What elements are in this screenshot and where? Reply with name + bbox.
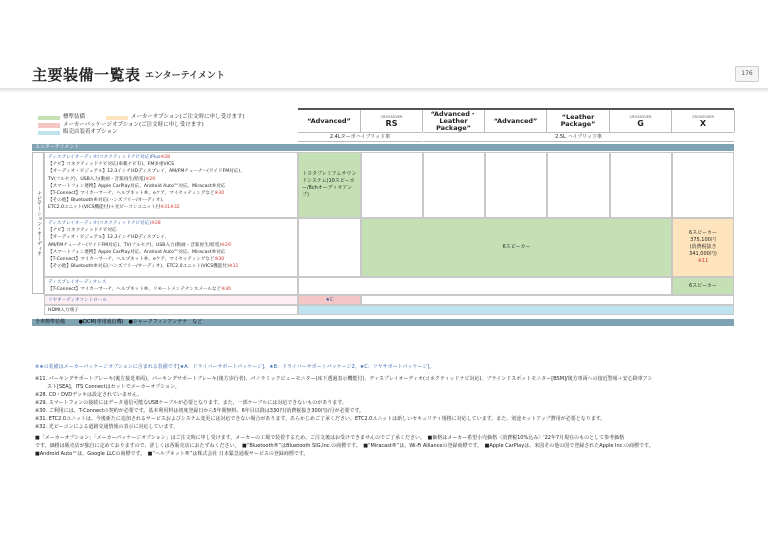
footnote: ※11. パーキングサポートブレーキ(後方接近車両)、パーキングサポートブレーキ(後方歩行者)、パノラミックビューモニター(床下透過表示機能付)、ディスプレイオーディオ(コネクティッドナビ対応)、ブラインドスポットモニター[BSM]/後方車両への接近警報＋安心降車アシ <box>35 376 653 382</box>
column-header <box>672 110 735 132</box>
note-ref: ※11 <box>697 258 709 264</box>
legend-row <box>38 122 245 130</box>
footnote: ※31. ETC2.0ユニットは、今後新たに追加されるサービスおよびシステム変更には対応できない場合があります。あらかじめご了承ください。ETC2.0ユニットは新しいセキュリティ規格に対応しています。また、別途セットアップ費用が必要となります。 <box>35 416 606 422</box>
standard-cell: 6スピーカー <box>672 277 734 295</box>
standard-equipment-row <box>32 319 734 326</box>
empty-cell <box>361 295 734 305</box>
column-header <box>547 110 610 132</box>
empty-cell <box>298 218 361 277</box>
empty-cell <box>672 152 734 218</box>
column-header <box>485 110 547 132</box>
package-swatch <box>38 123 60 128</box>
empty-cell <box>361 152 423 218</box>
note-ref: ※31※32 <box>160 205 180 211</box>
column-name: RS <box>385 118 398 128</box>
footnote: スト[SEA]、ITS Connectはセットでメーカーオプション。 <box>47 384 180 390</box>
feature-line: 【オーディオ・ビジュアル】12.3インチHDディスプレイ、 <box>48 235 170 241</box>
column-name: “Advanced・Leather Package” <box>430 109 477 132</box>
option-price-note: (消費税抜き <box>689 244 717 250</box>
disclaimer: ■Android Auto™は、Google LLCの商標です。 ■“ヘルプネット®”は株式会社 日本緊急通報サービスの登録商標です。 <box>35 451 309 457</box>
maker-swatch <box>106 116 128 121</box>
column-name: “Advanced” <box>307 116 351 125</box>
feature-line: ETC2.0ユニット(VICS機能付)＋光ビーコンユニット付 <box>48 205 161 211</box>
feature-description <box>44 295 298 305</box>
page-subtitle: エンターテイメント <box>145 71 225 81</box>
disclaimer: です。価格は販売店が独自に定めておりますので、詳しくは各販売店におたずねください。 ■“Bluetooth®”はBluetooth SIG,Inc.の商標です。 ■“Miracast®”は、Wi-Fi Allianceの登録商標です。 ■Apple CarPlayは、米国その他の国で登録されたApple Inc.の商標です。 <box>35 443 654 449</box>
feature-line: 【その他】Bluetooth®対応(ハンズフリー/オーディオ)、 <box>48 198 167 204</box>
dealer-option-cell <box>298 305 734 315</box>
feature-line: 【スマートフォン連携】Apple CarPlay対応、Android Auto™対応、Miracast®対応 <box>48 249 226 255</box>
column-pre: CROSSOVER <box>380 114 403 119</box>
note-ref: ※31 <box>228 264 239 270</box>
footnotes <box>35 363 735 458</box>
package-option-cell: ★C <box>298 295 361 305</box>
column-pre: CROSSOVER <box>692 114 714 119</box>
column-header <box>361 110 423 132</box>
standard-row-label: 全車標準装備 <box>35 319 66 325</box>
column-header <box>423 110 485 132</box>
feature-line: 【ナビ】コネクティッドナビ対応 <box>48 228 117 234</box>
standard-row-items: ●DCM(専用通信機) ●シャークフィンアンテナ など <box>78 319 203 325</box>
section-header: エンターテイメント <box>32 144 734 151</box>
empty-cell <box>423 152 485 218</box>
footnote: ※30. ご利用には、T-Connectの契約が必要です。基本利用料は初度登録日から5年間無料、6年目以降は330円(消費税抜き300円)/月が必要です。 <box>35 408 365 414</box>
option-label: 6スピーカー <box>689 230 717 236</box>
feature-line: AM/FMチューナー(ワイドFM対応)、TV(フルセグ)、USB入力(動画・音楽再生/給電) <box>48 242 222 248</box>
legend-maker: メーカーオプション(ご注文時に申し受けます) <box>131 114 245 120</box>
footnote: ※28. CD・DVDデッキは設定されていません。 <box>35 392 143 398</box>
note-ref: ※30 <box>214 191 225 197</box>
note-ref: ※30 <box>221 287 231 293</box>
feature-line: 【T-Connect】マイカーサーチ、ヘルプネット®、eケア、マイセッティングなど <box>48 257 215 263</box>
feature-line: 【T-Connect】マイカーサーチ、ヘルプネット®、eケア、マイセッティングなど <box>48 191 215 197</box>
note-ref: ※28 <box>160 155 171 160</box>
feature-description <box>44 152 298 218</box>
dealer-swatch <box>38 131 60 136</box>
standard-swatch <box>38 116 60 121</box>
empty-cell <box>298 277 672 295</box>
header-divider <box>0 88 768 93</box>
feature-description <box>44 277 298 295</box>
footnote: ※★の装備はメーカーパッケージオプションに含まれる装備です[★A：ドライバーサポートパッケージ]、★B：ドライバーサポートパッケージ2、★C：リヤサポートパッケージ]。 <box>35 364 435 370</box>
feature-line: 【T-Connect】マイカーサーチ、ヘルプネット®、リモートメンテナンスメールなど <box>48 287 222 293</box>
option-price: 375,100円 <box>690 237 716 243</box>
empty-cell <box>485 152 547 218</box>
engine-label-hybrid: 2.5L ハイブリッド車 <box>423 132 734 142</box>
standard-cell: トヨタプレミアムサウンドシステム(10スピーカー/8chオーディオアンプ) <box>298 152 361 218</box>
legend-package: メーカーパッケージオプション(ご注文時に申し受けます) <box>63 121 204 128</box>
legend <box>38 114 245 137</box>
note-ref: ※29 <box>145 176 156 182</box>
page-title: 主要装備一覧表 <box>32 66 141 84</box>
column-name: X <box>699 118 707 128</box>
feature-line: TV(フルセグ)、USB入力(動画・音楽再生/給電) <box>48 176 146 182</box>
note-ref: ※29 <box>221 242 231 248</box>
maker-option-cell <box>672 218 734 277</box>
standard-cell: 6スピーカー <box>361 218 672 277</box>
footnote: ※32. 光ビーコンによる道路交通情報の表示に対応しています。 <box>35 424 179 430</box>
feature-line: 【その他】Bluetooth®対応(ハンズフリー/オーディオ)、ETC2.0ユニット(VICS機能付) <box>48 264 229 270</box>
feature-line: 【オーディオ・ビジュアル】12.3インチHDディスプレイ、AM/FMチューナー(ワイドFM対応)、 <box>48 169 245 175</box>
legend-row <box>38 114 245 122</box>
footnote: ※29. スマートフォンの接続にはデータ通信可能なUSBケーブルが必要となります。また、一部ケーブルには対応できないものがあります。 <box>35 400 347 406</box>
legend-row <box>38 129 245 137</box>
feature-title: HDMI入力端子 <box>48 308 79 313</box>
feature-title: リヤオーディオコントロール <box>48 298 107 303</box>
note-ref: ※28 <box>151 221 161 226</box>
legend-standard: 標準装備 <box>63 114 86 120</box>
feature-line: 【ナビ】コネクティッドナビ対応(車載ナビ有)、FM多重VICS <box>48 162 175 168</box>
vertical-category-label: ナビゲーション・オーディオ <box>32 152 44 294</box>
feature-description <box>44 305 298 315</box>
feature-line: 【スマートフォン連携】Apple CarPlay対応、Android Auto™対応、Miracast®対応 <box>48 183 226 189</box>
engine-label-turbo: 2.4Lターボハイブリッド車 <box>298 132 422 142</box>
column-header <box>298 110 361 132</box>
feature-title: ディスプレイオーディオ(コネクティッドナビ対応) <box>48 221 151 226</box>
feature-title: ディスプレイオーディオレス <box>48 280 107 285</box>
legend-dealer: 販売店装着オプション <box>63 129 118 135</box>
empty-cell <box>610 152 672 218</box>
feature-title: ディスプレイオーディオ(コネクティッドナビ対応)Plus <box>48 155 161 160</box>
note-ref: ※30 <box>214 257 225 263</box>
empty-cell <box>547 152 610 218</box>
page-number: 176 <box>735 66 759 82</box>
column-header <box>610 110 672 132</box>
disclaimer: ■「メーカーオプション」「メーカーパッケージオプション」はご注文時に申し受けます。メーカーの工場で装着するため、ご注文後はお受けできませんのでご了承ください。 ■価格はメーカー希望小売価格〈消費税10%込み〉'22年7月現在のものとして参考価格 <box>35 435 625 441</box>
column-name: G <box>637 118 644 128</box>
column-name: “Leather Package” <box>560 113 596 128</box>
feature-description <box>44 218 298 277</box>
column-name: “Advanced” <box>493 116 538 125</box>
column-pre: CROSSOVER <box>629 114 652 119</box>
option-price-ex-tax: 341,000円) <box>689 251 717 257</box>
